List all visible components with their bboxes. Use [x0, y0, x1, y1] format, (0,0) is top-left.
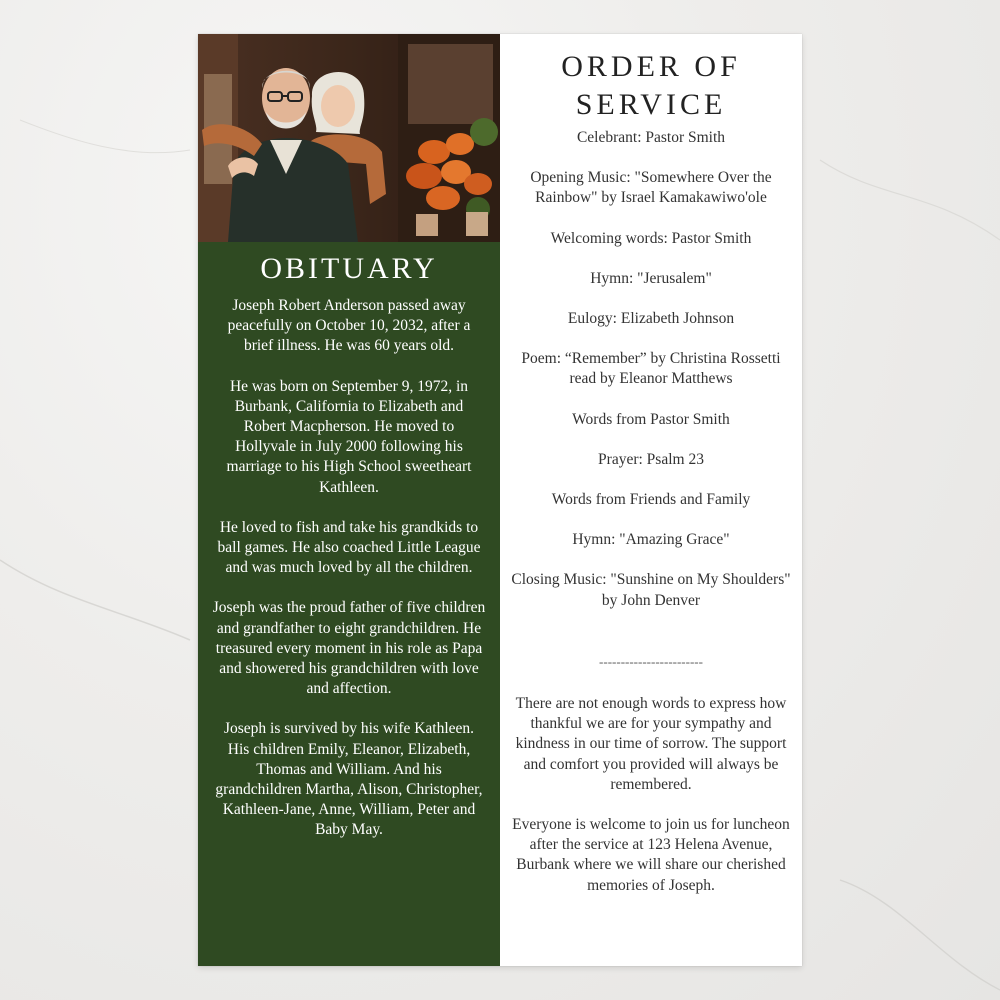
section-divider: ------------------------ [599, 654, 703, 669]
service-title: ORDER OF SERVICE [561, 50, 741, 121]
thank-you-paragraph: There are not enough words to express how thankful we are for your sympathy and kindness in our time of sorrow. The support and comfort you provided will always be remembered. [515, 695, 787, 793]
couple-photo [198, 34, 500, 242]
obituary-paragraph: Joseph was the proud father of five children and grandfather to eight grandchildren. He treasured every moment in his role as Papa and showered his grandchildren with love and affection. [212, 599, 486, 698]
obituary-panel [198, 34, 500, 966]
obituary-paragraph: Joseph is survived by his wife Kathleen. His children Emily, Eleanor, Elizabeth, Thomas and William. And his grandchildren Martha, Alison, Christopher, Kathleen-Jane, Anne, William, Peter and Baby May. [215, 720, 483, 839]
funeral-program-card [198, 34, 802, 966]
luncheon-paragraph: Everyone is welcome to join us for luncheon after the service at 123 Helena Avenue, Burbank where we will share our cherished memories of Joseph. [512, 816, 790, 894]
service-item: Opening Music: "Somewhere Over the Rainbow" by Israel Kamakawiwo'ole [530, 169, 772, 207]
service-item: Hymn: "Amazing Grace" [572, 531, 730, 549]
service-item: Words from Pastor Smith [572, 410, 730, 428]
service-item: Words from Friends and Family [551, 491, 751, 509]
obituary-paragraph: He loved to fish and take his grandkids to ball games. He also coached Little League and was much loved by all the children. [217, 518, 481, 577]
obituary-paragraph: Joseph Robert Anderson passed away peacefully on October 10, 2032, after a brief illness. He was 60 years old. [227, 297, 471, 355]
service-item: Poem: “Remember” by Christina Rossetti read by Eleanor Matthews [521, 350, 781, 388]
service-item: Welcoming words: Pastor Smith [550, 229, 752, 247]
service-items-list [508, 128, 794, 631]
service-item: Prayer: Psalm 23 [598, 450, 704, 468]
obituary-text [212, 296, 486, 861]
obituary-title: OBITUARY [260, 252, 438, 285]
order-of-service-panel [500, 34, 802, 966]
service-item: Closing Music: "Sunshine on My Shoulders" by John Denver [511, 571, 791, 609]
closing-message [508, 694, 794, 916]
service-item: Hymn: "Jerusalem" [590, 269, 712, 287]
obituary-paragraph: He was born on September 9, 1972, in Burbank, California to Elizabeth and Robert Macpherson. He moved to Hollyvale in July 2000 following his marriage to his High School sweetheart Kathleen. [226, 377, 472, 496]
service-item: Celebrant: Pastor Smith [576, 129, 726, 146]
service-item: Eulogy: Elizabeth Johnson [567, 310, 735, 328]
